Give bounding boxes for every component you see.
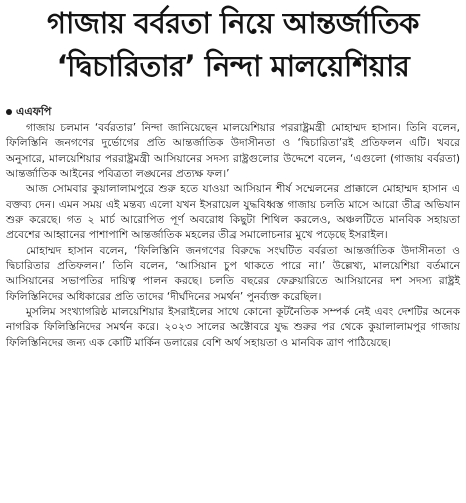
article-body (6, 121, 460, 351)
paragraph-2: আজ সোমবার কুয়ালালামপুরে শুরু হতে যাওয়া আসিয়ান শীর্ষ সম্মেলনের প্রাক্কালে মোহাম্মদ হাসান এ বক্তব্য দেন। এমন সময় এই মন্তব্য এলো যখন ইসরায়েল যুদ্ধবিধ্বস্ত গাজায় চলতি মাসে আরো তীব্র অভিযান শুরু করেছে। গত ২ মার্চ আরোপিত পূর্ণ অবরোধ কিছুটা শিথিল করলেও, অঞ্চলটিতে মানবিক সহায়তা প্রবেশের আহ্বানের পাশাপাশি আন্তর্জাতিক মহলের তীব্র সমালোচনার মুখে পড়েছে ইসরাইল। (6, 183, 460, 242)
paragraph-3: মোহাম্মদ হাসান বলেন, ‘ফিলিস্তিনি জনগণের বিরুদ্ধে সংঘটিত বর্বরতা আন্তর্জাতিক উদাসীনতা ও দ্বিচারিতার প্রতিফলন।’ তিনি বলেন, ‘আসিয়ান চুপ থাকতে পারে না।’ উল্লেখ্য, মালয়েশিয়া বর্তমানে আসিয়ানের সভাপতির দায়িত্ব পালন করছে। চলতি বছরের ফেব্রুয়ারিতে আসিয়ানের দশ সদস্য রাষ্ট্রই ফিলিস্তিনিদের অধিকারের প্রতি তাদের ‘দীর্ঘদিনের সমর্থন’ পুনর্ব্যক্ত করেছিল। (6, 244, 460, 303)
headline-line-1: গাজায় বর্বরতা নিয়ে আন্তর্জাতিক (47, 6, 419, 40)
headline-line-2: ‘দ্বিচারিতার’ নিন্দা মালয়েশিয়ার (56, 49, 410, 83)
source-credit (6, 105, 51, 119)
headline (0, 2, 466, 88)
paragraph-1: গাজায় চলমান ‘বর্বরতার’ নিন্দা জানিয়েছেন মালয়েশিয়ার পররাষ্ট্রমন্ত্রী মোহাম্মদ হাসান। তিনি বলেন, ফিলিস্তিনি জনগণের দুর্ভোগের প্রতি আন্তর্জাতিক উদাসীনতা ও ‘দ্বিচারিতা’রই প্রতিফলন এটি। খবরে অনুসারে, মালয়েশিয়ার পররাষ্ট্রমন্ত্রী আসিয়ানের সদস্য রাষ্ট্রগুলোর উদ্দেশে বলেন, ‘এগুলো (গাজায় বর্বরতা) আন্তর্জাতিক আইনের পবিত্রতা লঙ্ঘনের প্রত্যক্ষ ফল।’ (6, 122, 460, 181)
source-label: এএফপি (16, 105, 52, 118)
paragraph-4: মুসলিম সংখ্যাগরিষ্ঠ মালয়েশিয়ার ইসরাইলের সাথে কোনো কূটনৈতিক সম্পর্ক নেই এবং দেশটির অনেক নাগরিক ফিলিস্তিনিদের সমর্থন করে। ২০২৩ সালের অক্টোবরে যুদ্ধ শুরুর পর থেকে কুয়ালালামপুর গাজায় ফিলিস্তিনিদের জন্য এক কোটি মার্কিন ডলারের বেশি অর্থ সহায়তা ও মানবিক ত্রাণ পাঠিয়েছে। (6, 306, 460, 349)
bullet-icon (6, 109, 12, 115)
